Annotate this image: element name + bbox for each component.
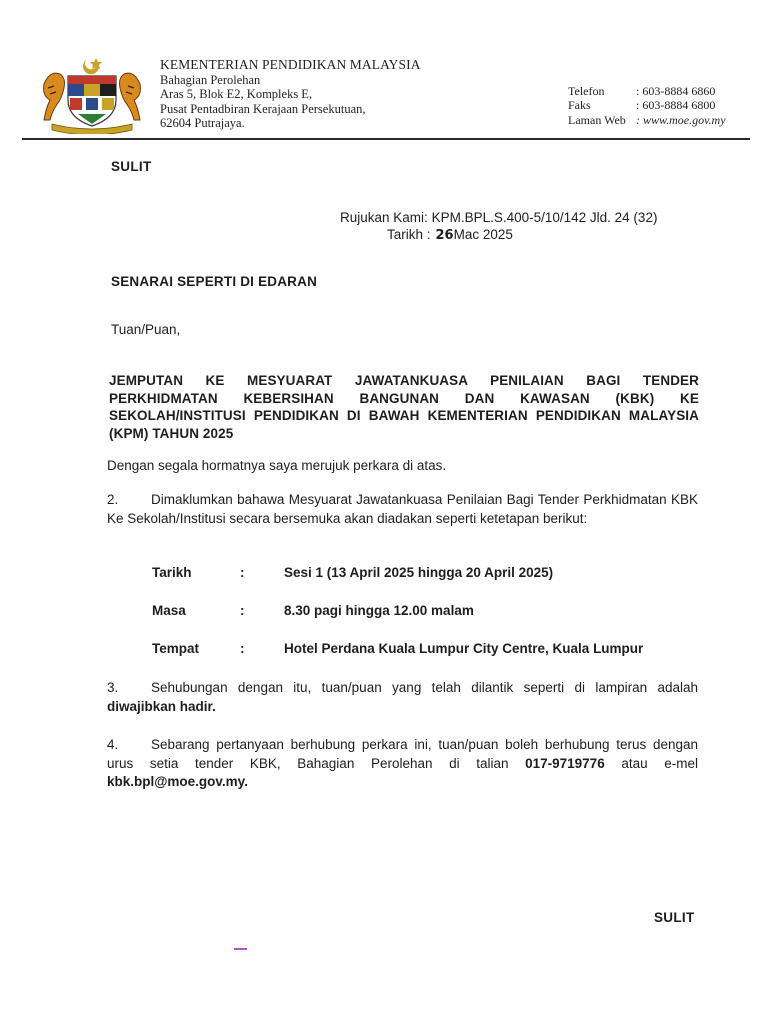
detail-label: Tempat: [152, 641, 200, 656]
paragraph-1: Dengan segala hormatnya saya merujuk perkara di atas.: [107, 458, 447, 473]
rujukan-label: Rujukan Kami:: [340, 210, 428, 225]
paragraph-number: 2.: [107, 492, 119, 507]
paragraph-number: 4.: [107, 737, 119, 752]
ministry-name: KEMENTERIAN PENDIDIKAN MALAYSIA: [160, 57, 421, 72]
detail-value: Sesi 1 (13 April 2025 hingga 20 April 2025): [284, 565, 554, 580]
contact-row-website: [568, 113, 726, 127]
paragraph-3-end: .: [212, 698, 216, 714]
classification-bottom: SULIT: [654, 910, 695, 925]
mandatory-attendance: diwajibkan hadir: [107, 698, 213, 714]
website-link[interactable]: : www.moe.gov.my: [636, 112, 726, 127]
detail-separator: :: [240, 603, 245, 618]
pen-mark: [234, 948, 247, 950]
detail-separator: :: [240, 565, 245, 580]
contact-row-phone: [568, 84, 726, 98]
detail-row-venue: [152, 641, 643, 679]
reference-line: [340, 209, 657, 226]
tarikh-label: Tarikh :: [387, 227, 431, 242]
reference-block: [340, 209, 657, 244]
contact-row-fax: [568, 98, 726, 112]
paragraph-4: [107, 736, 698, 792]
paragraph-2: [107, 491, 698, 528]
phone-value: : 603-8884 6860: [636, 84, 716, 98]
detail-label: Masa: [152, 603, 186, 618]
paragraph-2-text: Dimaklumkan bahawa Mesyuarat Jawatankuasa Penilaian Bagi Tender Perkhidmatan KBK Ke Sekolah/Institusi secara bersemuka akan diadakan seperti ketetapan berikut:: [107, 492, 698, 526]
paragraph-4-text: Sebarang pertanyaan berhubung perkara ini, tuan/puan boleh berhubung terus dengan urus setia tender KBK, Bahagian Perolehan di talian: [107, 737, 698, 771]
detail-row-date: [152, 565, 643, 603]
letterhead-divider: [22, 138, 750, 140]
classification-top: SULIT: [111, 159, 152, 174]
ministry-address-block: [160, 58, 421, 131]
date-line: [340, 226, 657, 244]
address-line: Aras 5, Blok E2, Kompleks E,: [160, 87, 313, 102]
subject-heading: JEMPUTAN KE MESYUARAT JAWATANKUASA PENILAIAN BAGI TENDER PERKHIDMATAN KEBERSIHAN BANGUNAN DAN KAWASAN (KBK) KE SEKOLAH/INSTITUSI PENDIDIKAN DI BAWAH KEMENTERIAN PENDIDIKAN MALAYSIA (KPM) TAHUN 2025: [109, 373, 699, 441]
address-line: 62604 Putrajaya.: [160, 116, 245, 131]
address-line: Bahagian Perolehan: [160, 72, 261, 87]
website-label: Laman Web: [568, 112, 626, 127]
contact-email[interactable]: kbk.bpl@moe.gov.my: [107, 774, 245, 789]
rujukan-value: KPM.BPL.S.400-5/10/142 Jld. 24 (32): [431, 210, 658, 225]
detail-label: Tarikh: [152, 565, 192, 580]
paragraph-3: [107, 679, 698, 716]
paragraph-3-text: Sehubungan dengan itu, tuan/puan yang telah dilantik seperti di lampiran adalah: [151, 680, 698, 695]
paragraph-number: 3.: [107, 680, 119, 695]
tarikh-rest: Mac 2025: [453, 227, 513, 242]
meeting-details: [152, 565, 643, 679]
phone-label: Telefon: [568, 84, 605, 98]
addressee: SENARAI SEPERTI DI EDARAN: [111, 274, 318, 289]
address-line: Pusat Pentadbiran Kerajaan Persekutuan,: [160, 101, 366, 116]
paragraph-4-mid: atau e-mel: [621, 755, 698, 771]
fax-value: : 603-8884 6800: [636, 98, 716, 113]
fax-label: Faks: [568, 98, 591, 113]
paragraph-4-end: .: [244, 774, 248, 789]
contact-block: [568, 84, 726, 127]
salutation: Tuan/Puan,: [111, 322, 181, 337]
detail-row-time: [152, 603, 643, 641]
detail-separator: :: [240, 641, 245, 656]
coat-of-arms-icon: [38, 54, 146, 134]
contact-phone: 017-9719776: [525, 755, 605, 771]
detail-value: 8.30 pagi hingga 12.00 malam: [284, 603, 474, 618]
handwritten-day: 26: [435, 228, 454, 243]
detail-value: Hotel Perdana Kuala Lumpur City Centre, Kuala Lumpur: [284, 641, 644, 656]
